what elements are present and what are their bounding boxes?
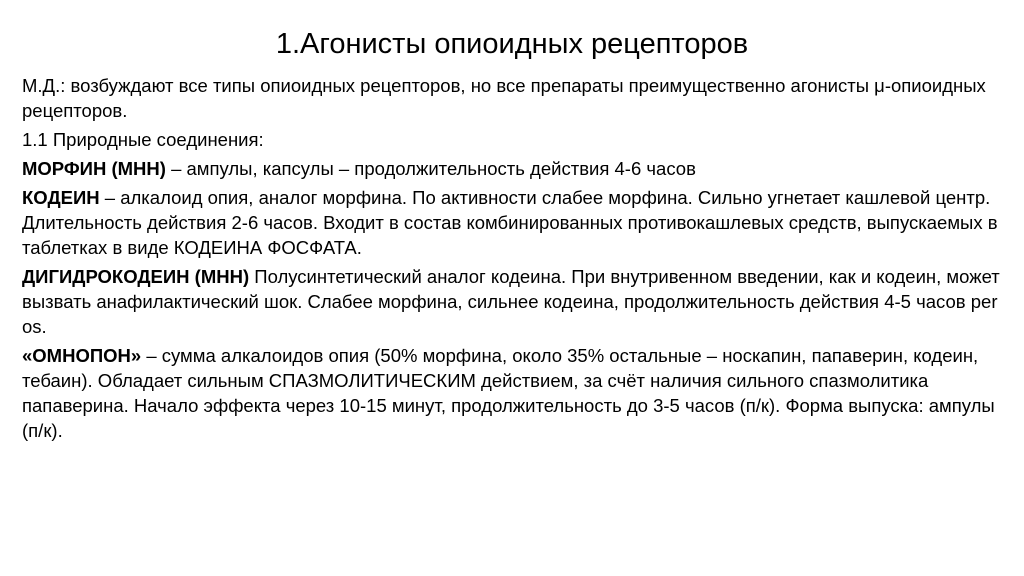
paragraph-codeine: [22, 185, 1007, 260]
slide-title: 1.Агонисты опиоидных рецепторов: [275, 28, 749, 60]
paragraph-text: – ампулы, капсулы – продолжительность действия 4-6 часов: [165, 158, 696, 179]
drug-name-omnopon: «ОМНОПОН»: [22, 345, 142, 366]
paragraph-morphine: [22, 156, 1007, 181]
drug-name-dihydrocodeine: ДИГИДРОКОДЕИН (МНН): [22, 266, 250, 287]
paragraph-omnopon: [22, 343, 1007, 443]
paragraph-text: М.Д.: возбуждают все типы опиоидных рецепторов, но все препараты преимущественно агонисты μ-опиоидных рецепторов.: [22, 75, 986, 121]
paragraph-text: – сумма алкалоидов опия (50% морфина, около 35% остальные – носкапин, папаверин, кодеин, тебаин). Обладает сильным СПАЗМОЛИТИЧЕСКИМ действием, за счёт наличия сильного спазмолитика папаверина. Начало эффекта через 10-15 минут, продолжительность до 3-5 часов (п/к). Форма выпуска: ампулы (п/к).: [22, 345, 995, 441]
paragraph-mechanism: [22, 73, 1007, 123]
paragraph-text: Полусинтетический аналог кодеина. При внутривенном введении, как и кодеин, может вызвать анафилактический шок. Слабее морфина, сильнее кодеина, продолжительность действия 4-5 часов per os.: [22, 266, 1000, 337]
paragraph-natural-compounds: [22, 127, 1007, 152]
slide-body: [22, 73, 1007, 447]
drug-name-morphine: МОРФИН (МНН): [22, 158, 166, 179]
paragraph-text: – алкалоид опия, аналог морфина. По активности слабее морфина. Сильно угнетает кашлевой центр. Длительность действия 2-6 часов. Входит в состав комбинированных противокашлевых средств, выпускаемых в таблетках в виде КОДЕИНА ФОСФАТА.: [22, 187, 998, 258]
drug-name-codeine: КОДЕИН: [22, 187, 100, 208]
paragraph-dihydrocodeine: [22, 264, 1007, 339]
paragraph-text: 1.1 Природные соединения:: [22, 129, 264, 150]
